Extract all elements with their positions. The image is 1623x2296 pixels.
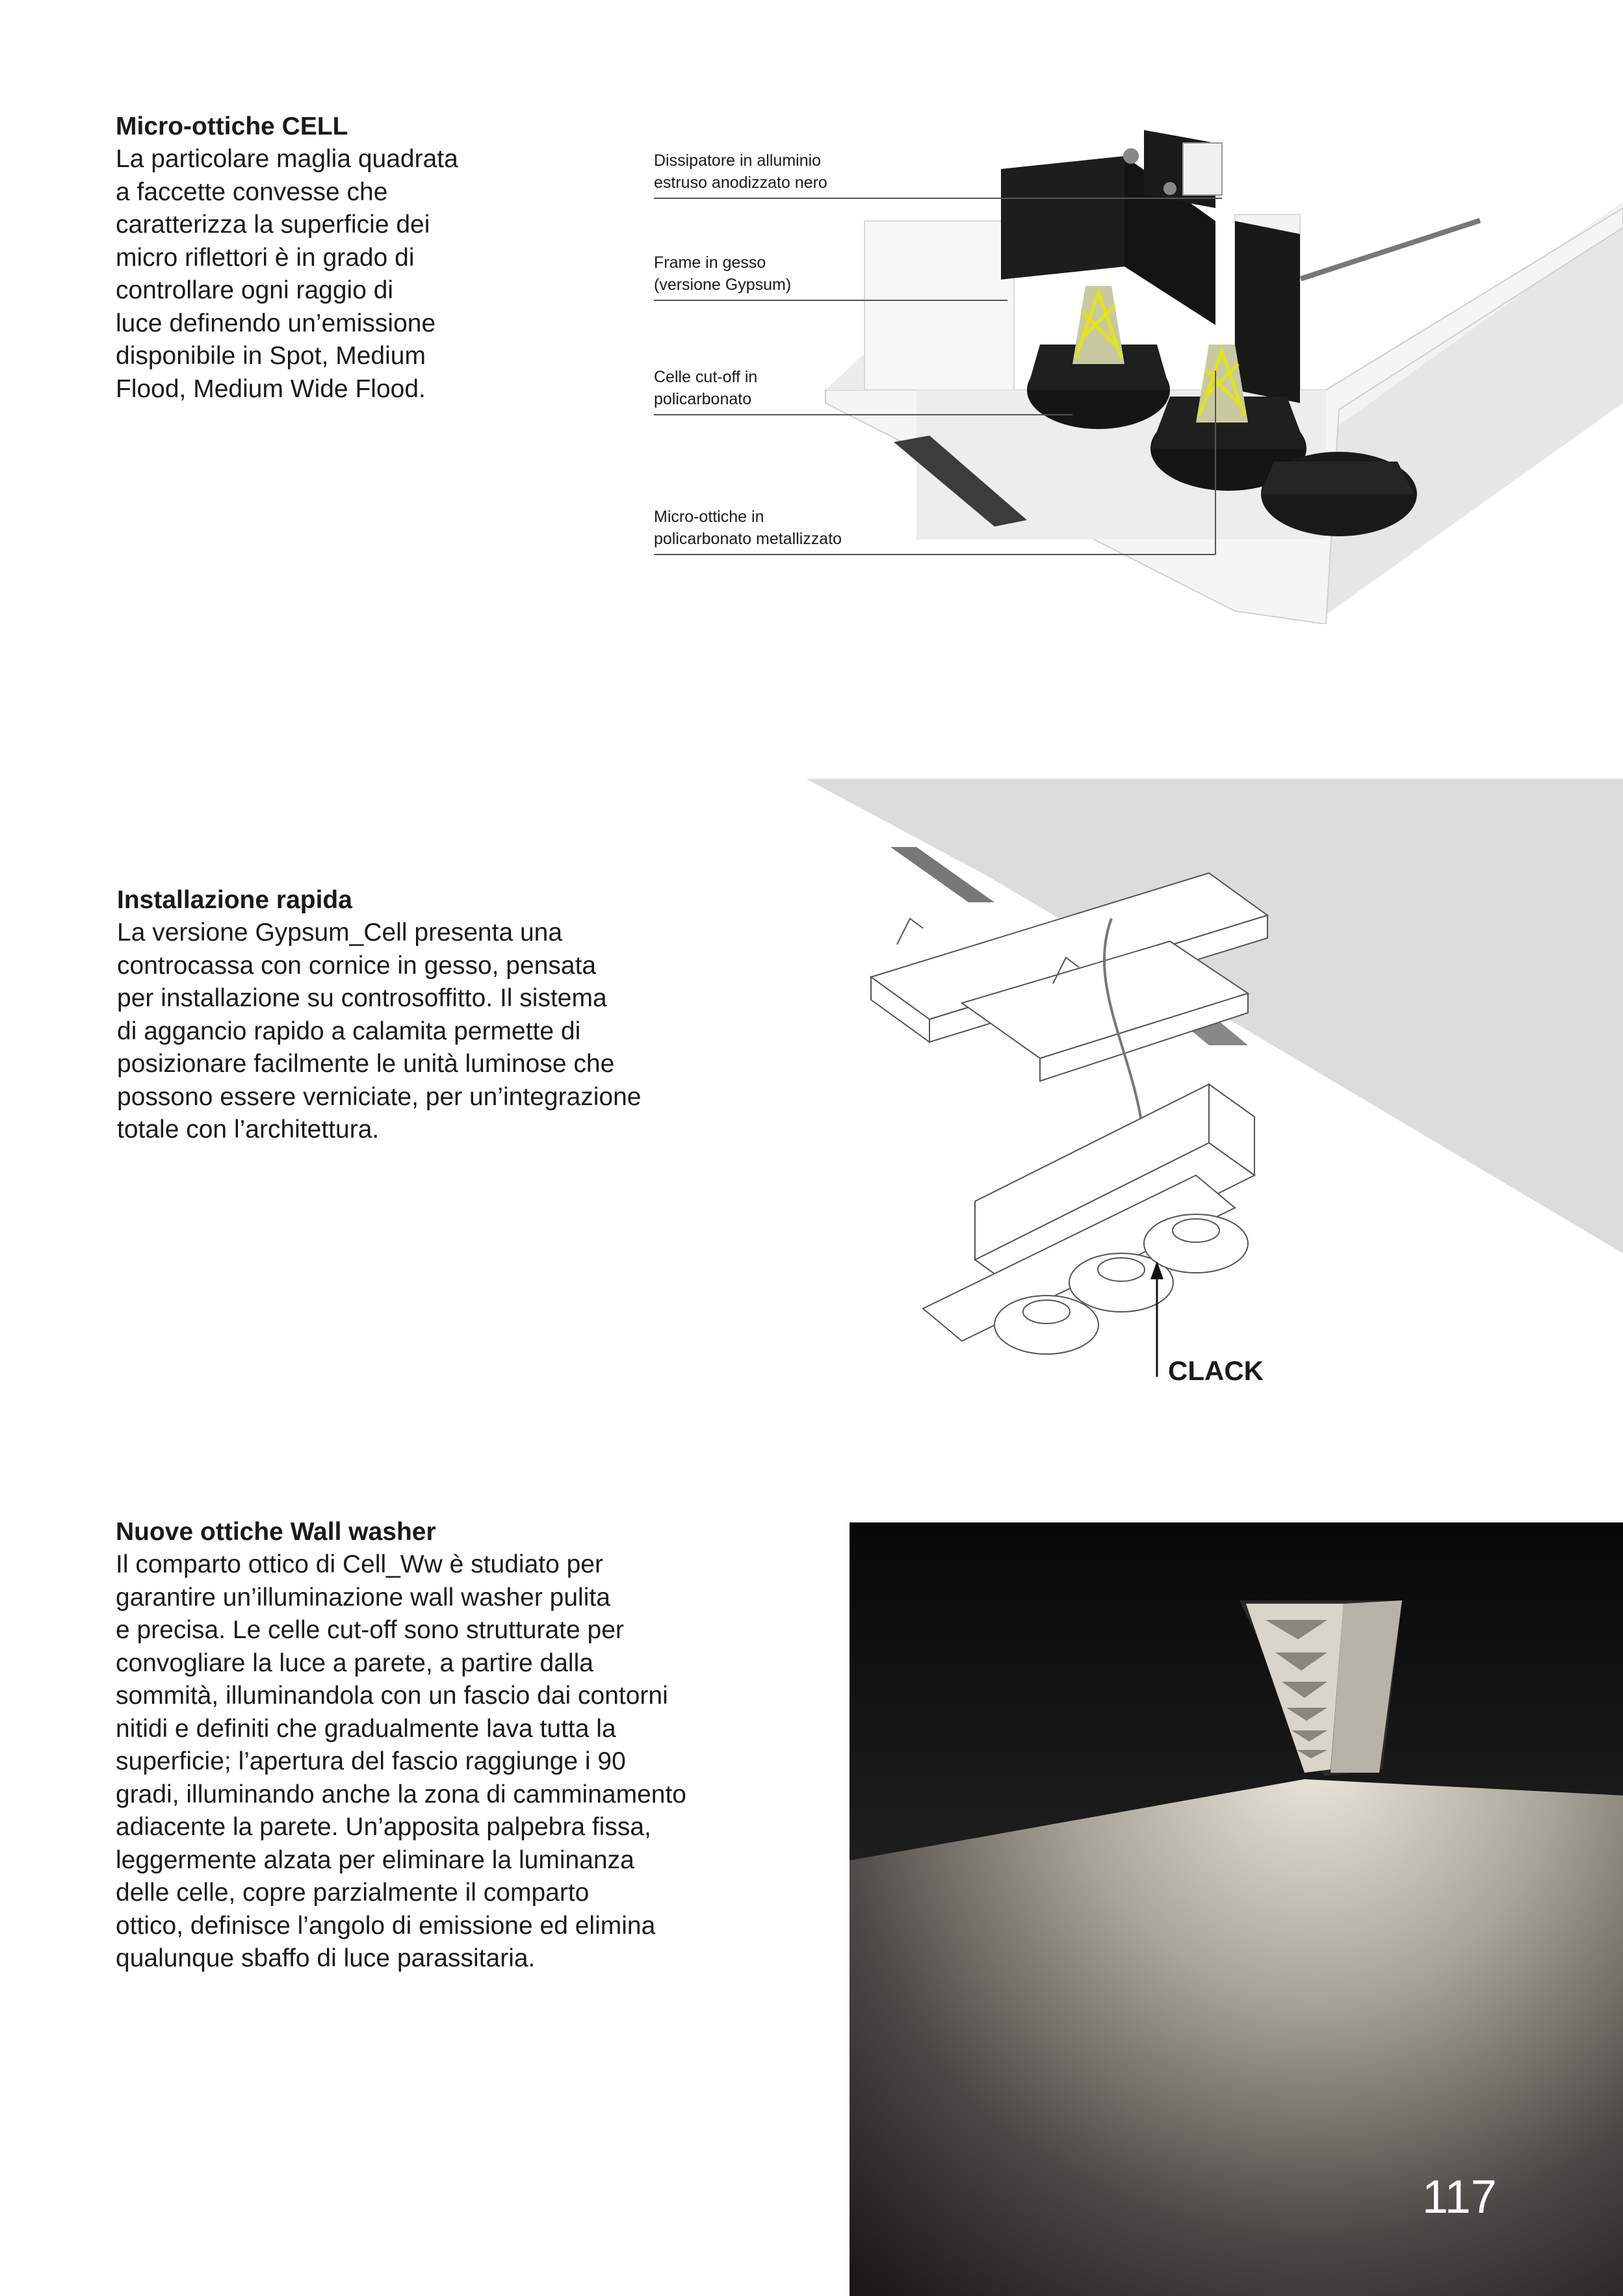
section-body-installazione: La versione Gypsum_Cell presenta una controcassa con cornice in gesso, pensata per installazione su controsoffitto. Il sistema di aggancio rapido a calamita permette di posizionare facilmente le unità luminose che possono essere verniciate, per un’integrazione totale con l’architettura. [117,919,642,1143]
installation-diagram [806,779,1623,1396]
callout-micro-ottiche: Micro-ottiche in policarbonato metallizzato [654,508,842,548]
section-title-micro-ottiche: Micro-ottiche CELL [116,112,348,140]
section-body-micro-ottiche: La particolare maglia quadrata a faccette convesse che caratterizza la superficie dei micro riflettori è in grado di controllare ogni raggio di luce definendo un’emissione disponibile in Spot, Medium Flood, Medium Wide Flood. [116,145,458,403]
section-title-installazione: Installazione rapida [117,886,352,914]
callout-celle-cut-off: Celle cut-off in policarbonato [654,368,758,408]
callout-dissipatore: Dissipatore in alluminio estruso anodizzato nero [654,151,827,192]
section-body-wall-washer: Il comparto ottico di Cell_Ww è studiato per garantire un’illuminazione wall washer pulita e precisa. Le celle cut-off sono strutturate per convogliare la luce a parete, a partire dalla sommità, illuminandola con un fascio dai contorni nitidi e definiti che gradualmente lava tutta la superficie; l’apertura del fascio raggiunge i 90 gradi, illuminando anche la zona di camminamento adiacente la parete. Un’apposita palpebra fissa, leggermente alzata per eliminare la luminanza delle celle, copre parzialmente il comparto ottico, definisce l’angolo di emissione ed elimina qualunque sbaffo di luce parassitaria. [116,1550,686,1972]
clack-label: CLACK [1168,1355,1264,1386]
section-title-wall-washer: Nuove ottiche Wall washer [116,1518,436,1546]
callout-frame-gesso: Frame in gesso (versione Gypsum) [654,254,792,294]
wall-washer-photo [850,1522,1623,2296]
page-number: 117 [1422,2171,1497,2223]
